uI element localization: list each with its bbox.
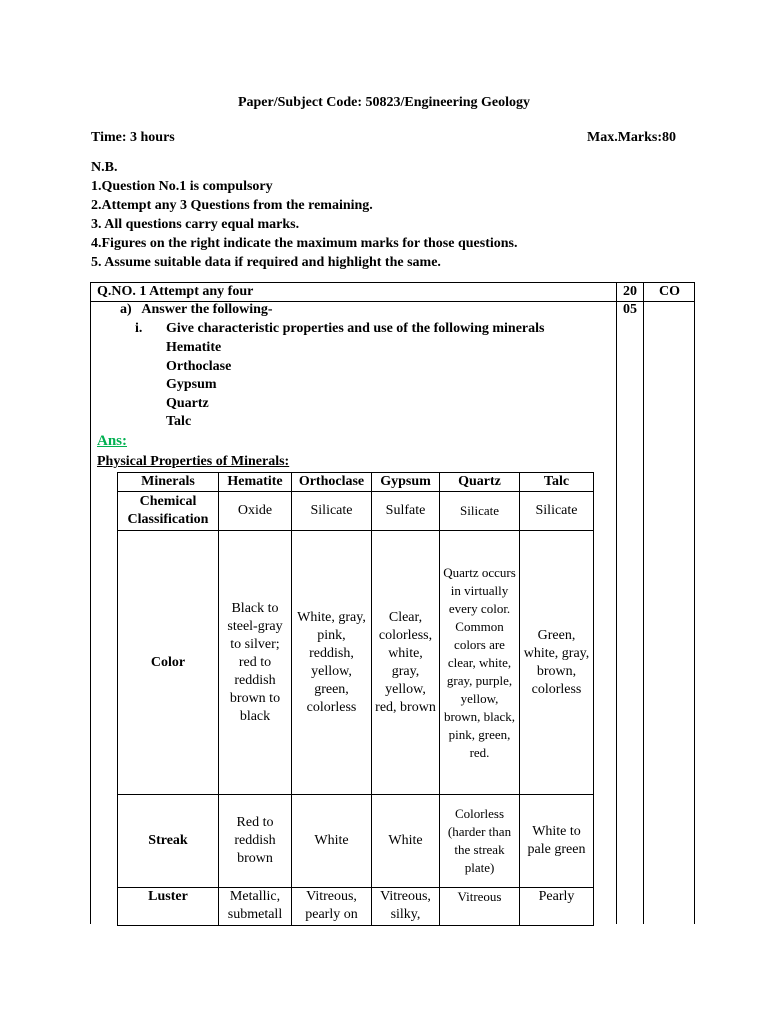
max-marks: Max.Marks:80	[587, 130, 677, 145]
table-cell: Sulfate	[372, 492, 440, 531]
exam-time: Time: 3 hours	[91, 130, 175, 145]
table-cell: Red to reddish brown	[219, 795, 292, 888]
table-row	[118, 888, 594, 926]
answer-label: Ans:	[97, 433, 128, 449]
mineral-item: Talc	[166, 414, 192, 429]
table-cell: Pearly	[520, 888, 594, 926]
table-header-cell: Minerals	[118, 473, 219, 492]
table-row	[118, 795, 594, 888]
row-label: Chemical Classification	[118, 492, 219, 531]
table-cell: Black to steel-gray to silver; red to reddish brown to black	[219, 531, 292, 795]
table-cell: Colorless (harder than the streak plate)	[440, 795, 520, 888]
question-heading: Q.NO. 1 Attempt any four	[97, 284, 254, 299]
table-row	[118, 492, 594, 531]
table-header-cell: Hematite	[219, 473, 292, 492]
row-label: Color	[118, 531, 219, 795]
table-cell: Green, white, gray, brown, colorless	[520, 531, 594, 795]
instruction-item: 5. Assume suitable data if required and highlight the same.	[91, 255, 441, 270]
question-table	[90, 282, 695, 924]
co-label: CO	[659, 284, 680, 299]
mineral-item: Quartz	[166, 396, 209, 411]
table-cell: Silicate	[520, 492, 594, 531]
sub-question-i-number: i.	[135, 321, 143, 336]
sub-question-marks: 05	[623, 302, 637, 317]
instructions	[91, 158, 517, 272]
table-header-cell: Gypsum	[372, 473, 440, 492]
table-cell: Vitreous, silky,	[372, 888, 440, 926]
instruction-item: 2.Attempt any 3 Questions from the remaining.	[91, 198, 373, 213]
minerals-properties-table	[117, 472, 594, 926]
table-cell: White, gray, pink, reddish, yellow, green, colorless	[292, 531, 372, 795]
table-cell: Quartz occurs in virtually every color. Common colors are clear, white, gray, purple, yellow, brown, black, pink, green, red.	[440, 531, 520, 795]
sub-question-i-text: Give characteristic properties and use of the following minerals	[166, 321, 545, 336]
table-cell: Silicate	[292, 492, 372, 531]
sub-question-a: a) Answer the following-	[120, 302, 273, 317]
instruction-item: 4.Figures on the right indicate the maximum marks for those questions.	[91, 236, 518, 251]
table-header-row	[118, 473, 594, 492]
table-cell: White	[372, 795, 440, 888]
column-divider	[643, 283, 644, 924]
row-label: Luster	[118, 888, 219, 926]
mineral-item: Gypsum	[166, 377, 217, 392]
table-cell: Oxide	[219, 492, 292, 531]
instruction-item: 3. All questions carry equal marks.	[91, 217, 300, 232]
table-row	[118, 531, 594, 795]
table-cell: Vitreous, pearly on	[292, 888, 372, 926]
table-cell: White to pale green	[520, 795, 594, 888]
instruction-item: 1.Question No.1 is compulsory	[91, 179, 273, 194]
table-cell: Metallic, submetall	[219, 888, 292, 926]
nb-label: N.B.	[91, 160, 118, 175]
table-cell: Clear, colorless, white, gray, yellow, red, brown	[372, 531, 440, 795]
row-label: Streak	[118, 795, 219, 888]
table-cell: White	[292, 795, 372, 888]
table-header-cell: Orthoclase	[292, 473, 372, 492]
physical-properties-heading: Physical Properties of Minerals:	[97, 454, 290, 469]
table-header-cell: Talc	[520, 473, 594, 492]
mineral-item: Orthoclase	[166, 359, 232, 374]
page-title: Paper/Subject Code: 50823/Engineering Geology	[237, 95, 531, 110]
mineral-item: Hematite	[166, 340, 222, 355]
marks-total: 20	[623, 284, 637, 299]
column-divider	[616, 283, 617, 924]
table-cell: Silicate	[440, 492, 520, 531]
table-cell: Vitreous	[440, 888, 520, 926]
table-header-cell: Quartz	[440, 473, 520, 492]
